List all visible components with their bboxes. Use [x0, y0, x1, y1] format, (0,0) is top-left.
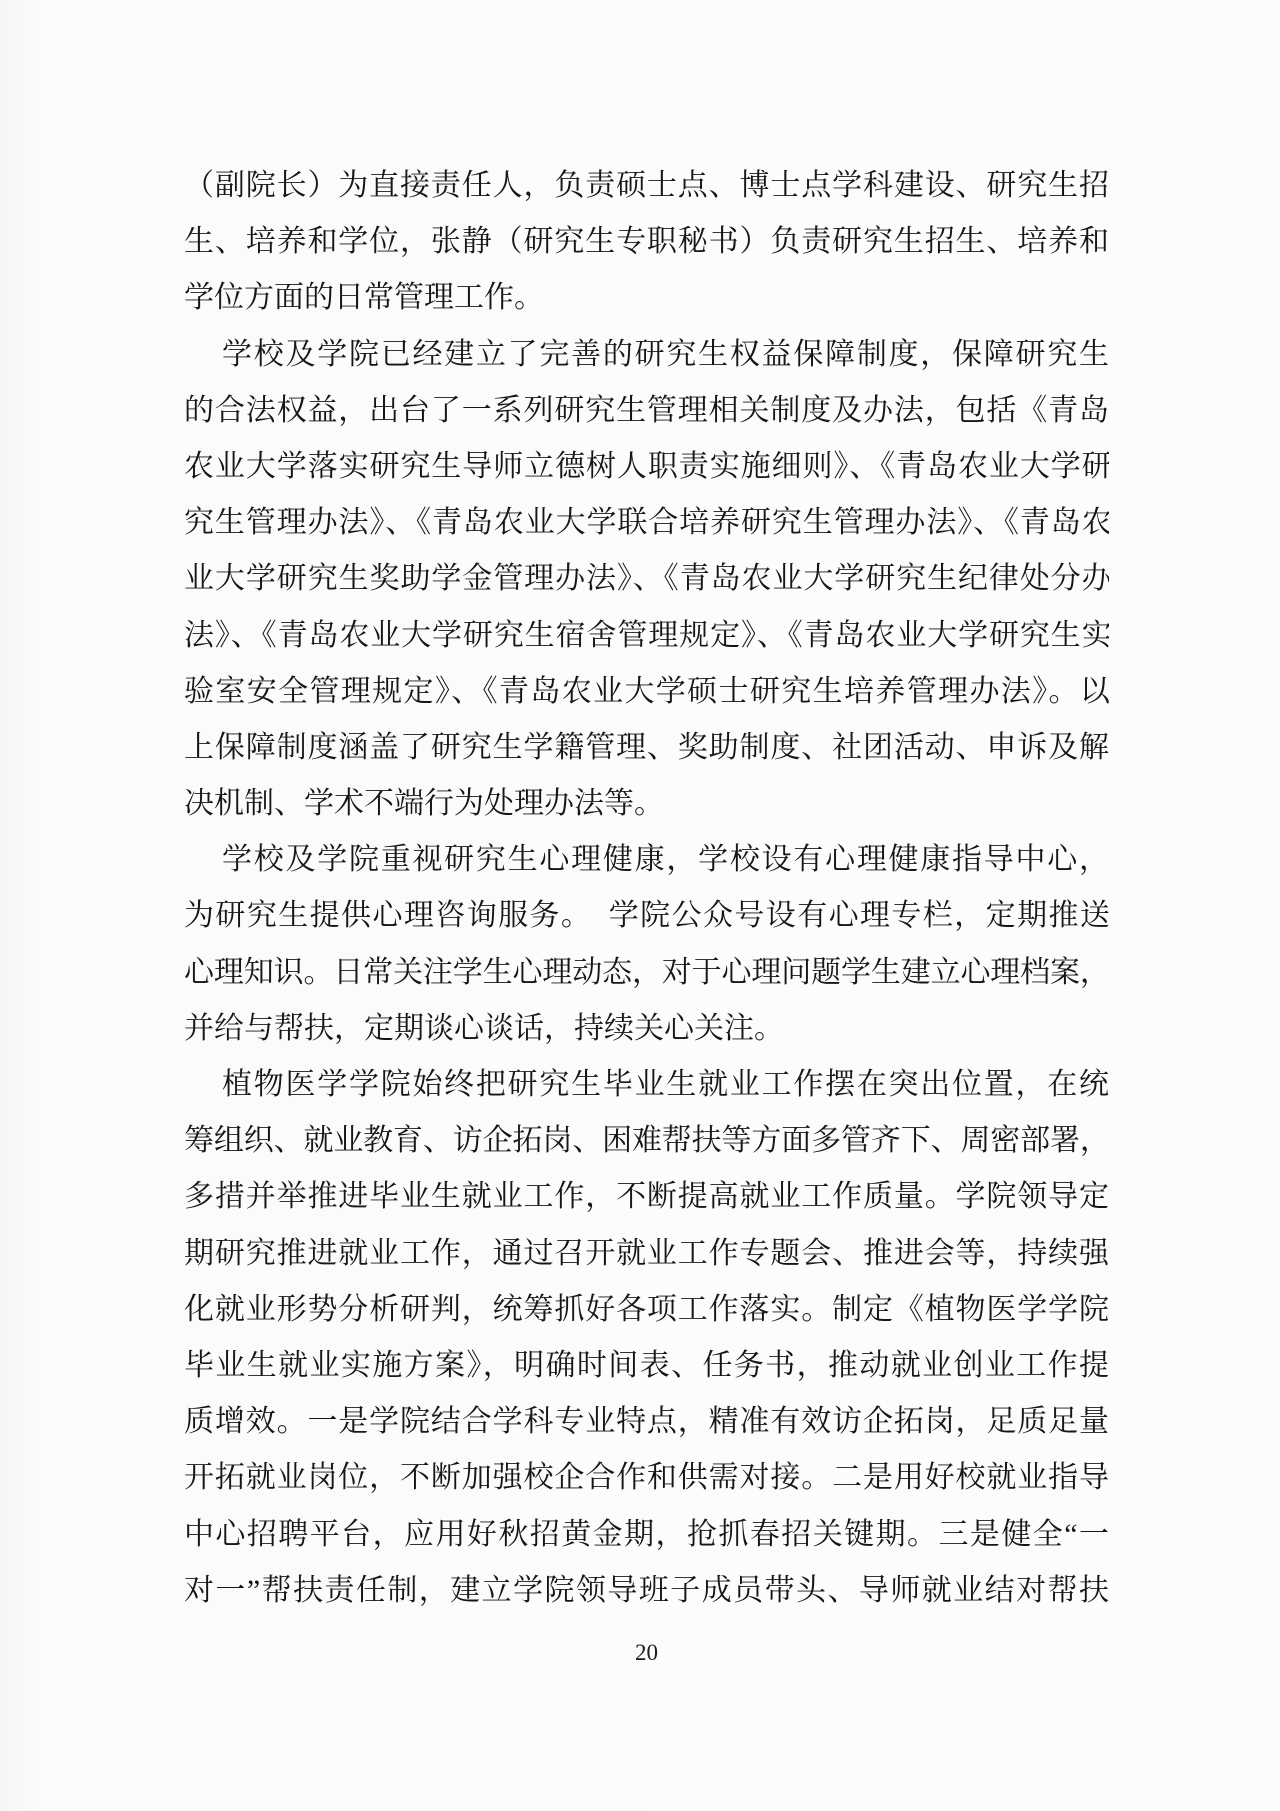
page-number: 20	[635, 1640, 658, 1665]
text-line: 为研究生提供心理咨询服务。 学院公众号设有心理专栏，定期推送	[184, 899, 1109, 933]
text-line: 多措并举推进毕业生就业工作，不断提高就业工作质量。学院领导定	[184, 1180, 1109, 1214]
text-line: （副院长）为直接责任人，负责硕士点、博士点学科建设、研究生招	[184, 169, 1109, 202]
text-line: 期研究推进就业工作，通过召开就业工作专题会、推进会等，持续强	[184, 1236, 1109, 1270]
text-line: 上保障制度涵盖了研究生学籍管理、奖助制度、社团活动、申诉及解	[184, 730, 1109, 764]
text-line: 决机制、学术不端行为处理办法等。	[184, 787, 664, 821]
document-text-block	[184, 158, 1109, 1619]
text-line: 学位方面的日常管理工作。	[184, 281, 544, 315]
text-line: 对一”帮扶责任制，建立学院领导班子成员带头、导师就业结对帮扶	[184, 1573, 1109, 1607]
text-line: 验室安全管理规定》、《青岛农业大学硕士研究生培养管理办法》。以	[184, 674, 1109, 708]
text-line: 并给与帮扶，定期谈心谈话，持续关心关注。	[184, 1011, 784, 1045]
text-line: 生、培养和学位，张静（研究生专职秘书）负责研究生招生、培养和	[184, 225, 1109, 259]
text-line: 农业大学落实研究生导师立德树人职责实施细则》、《青岛农业大学研	[184, 449, 1109, 483]
text-line: 植物医学学院始终把研究生毕业生就业工作摆在突出位置，在统	[222, 1068, 1109, 1101]
text-line: 学校及学院已经建立了完善的研究生权益保障制度，保障研究生	[222, 337, 1109, 371]
text-line: 业大学研究生奖助学金管理办法》、《青岛农业大学研究生纪律处分办	[184, 562, 1109, 596]
text-line: 的合法权益，出台了一系列研究生管理相关制度及办法，包括《青岛	[184, 393, 1109, 427]
text-line: 筹组织、就业教育、访企拓岗、困难帮扶等方面多管齐下、周密部署，	[184, 1124, 1109, 1158]
text-line: 化就业形势分析研判，统筹抓好各项工作落实。制定《植物医学学院	[184, 1292, 1109, 1326]
text-line: 学校及学院重视研究生心理健康，学校设有心理健康指导中心，	[222, 843, 1109, 877]
text-line: 心理知识。日常关注学生心理动态，对于心理问题学生建立心理档案，	[184, 955, 1109, 989]
text-line: 开拓就业岗位，不断加强校企合作和供需对接。二是用好校就业指导	[184, 1461, 1109, 1495]
text-line: 中心招聘平台，应用好秋招黄金期，抢抓春招关键期。三是健全“一	[184, 1517, 1109, 1551]
text-line: 毕业生就业实施方案》，明确时间表、任务书，推动就业创业工作提	[184, 1348, 1109, 1382]
text-line: 质增效。一是学院结合学科专业特点，精准有效访企拓岗，足质足量	[184, 1405, 1109, 1439]
text-line: 法》、《青岛农业大学研究生宿舍管理规定》、《青岛农业大学研究生实	[184, 618, 1109, 652]
text-line: 究生管理办法》、《青岛农业大学联合培养研究生管理办法》、《青岛农	[184, 506, 1109, 540]
